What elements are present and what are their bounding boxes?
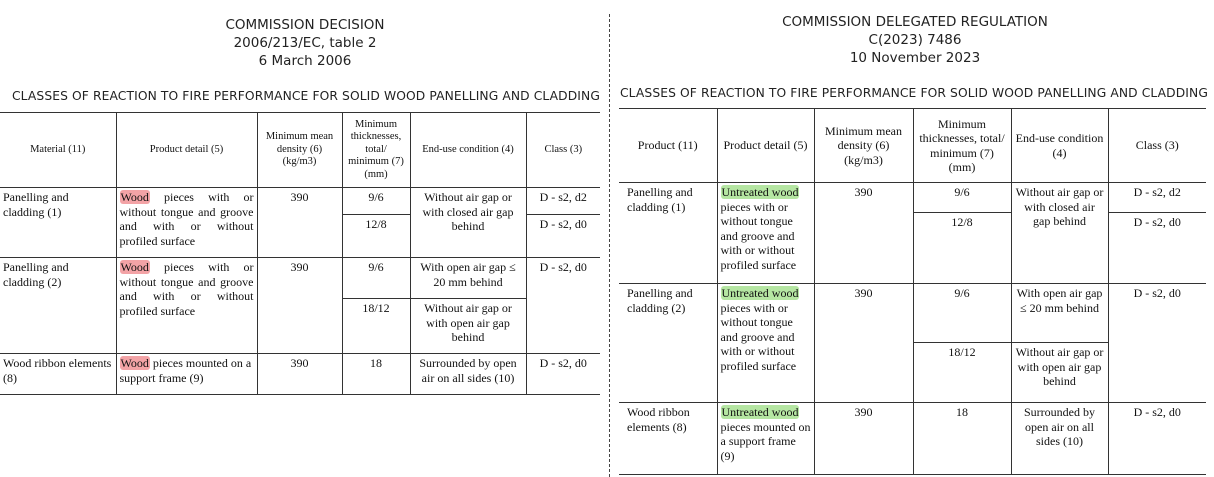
end-use-cell: Surrounded by open air on all sides (10) <box>410 354 526 395</box>
right-title-line: C(2023) 7486 <box>868 32 962 48</box>
density-cell: 390 <box>814 403 913 475</box>
added-highlight: Untreated wood <box>721 405 799 419</box>
header-density: Minimum mean density (6) (kg/m3) <box>814 109 913 183</box>
class-cell: D - s2, d0 <box>1108 403 1206 475</box>
class-cell: D - s2, d2 <box>526 188 600 215</box>
material-cell: Panelling and cladding (2) <box>619 284 717 403</box>
end-use-cell: Without air gap or with open air gap behind <box>410 299 526 354</box>
end-use-cell: With open air gap ≤ 20 mm behind <box>410 258 526 299</box>
right-document-title <box>760 13 1070 67</box>
end-use-cell: Without air gap or with closed air gap behind <box>410 188 526 258</box>
detail-text: pieces with or without tongue and groove and with or without profiled surface <box>720 199 797 272</box>
thickness-cell: 9/6 <box>913 183 1011 213</box>
header-class: Class (3) <box>1108 109 1206 183</box>
header-end-use: End-use condition (4) <box>410 113 526 188</box>
table-row <box>0 188 600 215</box>
header-product-detail: Product detail (5) <box>717 109 814 183</box>
density-cell: 390 <box>814 183 913 284</box>
class-cell: D - s2, d0 <box>1108 284 1206 403</box>
header-product: Product (11) <box>619 109 717 183</box>
material-cell: Panelling and cladding (1) <box>619 183 717 284</box>
removed-highlight: Wood <box>120 190 149 204</box>
header-class: Class (3) <box>526 113 600 188</box>
end-use-cell: Surrounded by open air on all sides (10) <box>1011 403 1108 475</box>
thickness-cell: 12/8 <box>342 215 410 258</box>
table-row <box>619 284 1206 343</box>
class-cell: D - s2, d0 <box>526 215 600 258</box>
thickness-cell: 18 <box>913 403 1011 475</box>
material-cell: Panelling and cladding (1) <box>0 188 116 258</box>
density-cell: 390 <box>257 258 342 354</box>
detail-text: pieces with or without tongue and groove and with or without profiled surface <box>119 190 254 248</box>
thickness-cell: 9/6 <box>913 284 1011 343</box>
thickness-cell: 9/6 <box>342 258 410 299</box>
header-thickness: Minimum thicknesses, total/ minimum (7) (mm) <box>342 113 410 188</box>
header-end-use: End-use condition (4) <box>1011 109 1108 183</box>
end-use-cell: With open air gap ≤ 20 mm behind <box>1011 284 1108 343</box>
header-thickness: Minimum thicknesses, total/ minimum (7) (mm) <box>913 109 1011 183</box>
thickness-cell: 18/12 <box>342 299 410 354</box>
right-title-line: 10 November 2023 <box>849 50 981 66</box>
removed-highlight: Wood <box>120 356 149 370</box>
header-density: Minimum mean density (6) (kg/m3) <box>257 113 342 188</box>
class-cell: D - s2, d0 <box>1108 213 1206 284</box>
detail-text: pieces mounted on a support frame (9) <box>119 356 252 385</box>
thickness-cell: 18/12 <box>913 343 1011 403</box>
product-detail-cell <box>717 183 814 284</box>
header-material: Material (11) <box>0 113 116 188</box>
right-title-line: COMMISSION DELEGATED REGULATION <box>782 14 1048 30</box>
material-cell: Wood ribbon elements (8) <box>619 403 717 475</box>
product-detail-cell <box>116 188 257 258</box>
removed-highlight: Wood <box>120 260 149 274</box>
table-row <box>0 258 600 299</box>
left-table-heading: CLASSES OF REACTION TO FIRE PERFORMANCE FOR SOLID WOOD PANELLING AND CLADDING <box>12 89 600 103</box>
left-title-line: 6 March 2006 <box>258 53 352 69</box>
end-use-cell: Without air gap or with closed air gap behind <box>1011 183 1108 284</box>
added-highlight: Untreated wood <box>721 286 799 300</box>
material-cell: Panelling and cladding (2) <box>0 258 116 354</box>
left-document-title <box>150 16 460 70</box>
density-cell: 390 <box>814 284 913 403</box>
thickness-cell: 12/8 <box>913 213 1011 284</box>
right-comparison-table <box>619 108 1206 475</box>
end-use-cell: Without air gap or with open air gap behind <box>1011 343 1108 403</box>
class-cell: D - s2, d0 <box>526 258 600 354</box>
right-table-heading: CLASSES OF REACTION TO FIRE PERFORMANCE FOR SOLID WOOD PANELLING AND CLADDING <box>620 86 1208 100</box>
product-detail-cell <box>717 284 814 403</box>
comparison-divider <box>609 14 610 477</box>
density-cell: 390 <box>257 188 342 258</box>
material-cell: Wood ribbon elements (8) <box>0 354 116 395</box>
table-row <box>619 183 1206 213</box>
left-title-line: COMMISSION DECISION <box>225 17 385 33</box>
thickness-cell: 18 <box>342 354 410 395</box>
product-detail-cell <box>116 354 257 395</box>
product-detail-cell <box>717 403 814 475</box>
detail-text: pieces with or without tongue and groove and with or without profiled surface <box>119 260 254 318</box>
table-row <box>0 354 600 395</box>
thickness-cell: 9/6 <box>342 188 410 215</box>
detail-text: pieces mounted on a support frame (9) <box>720 419 811 463</box>
density-cell: 390 <box>257 354 342 395</box>
added-highlight: Untreated wood <box>721 185 799 199</box>
left-comparison-table <box>0 112 600 395</box>
product-detail-cell <box>116 258 257 354</box>
class-cell: D - s2, d0 <box>526 354 600 395</box>
detail-text: pieces with or without tongue and groove and with or without profiled surface <box>720 300 797 373</box>
table-row <box>619 403 1206 475</box>
class-cell: D - s2, d2 <box>1108 183 1206 213</box>
header-product-detail: Product detail (5) <box>116 113 257 188</box>
left-title-line: 2006/213/EC, table 2 <box>233 35 377 51</box>
